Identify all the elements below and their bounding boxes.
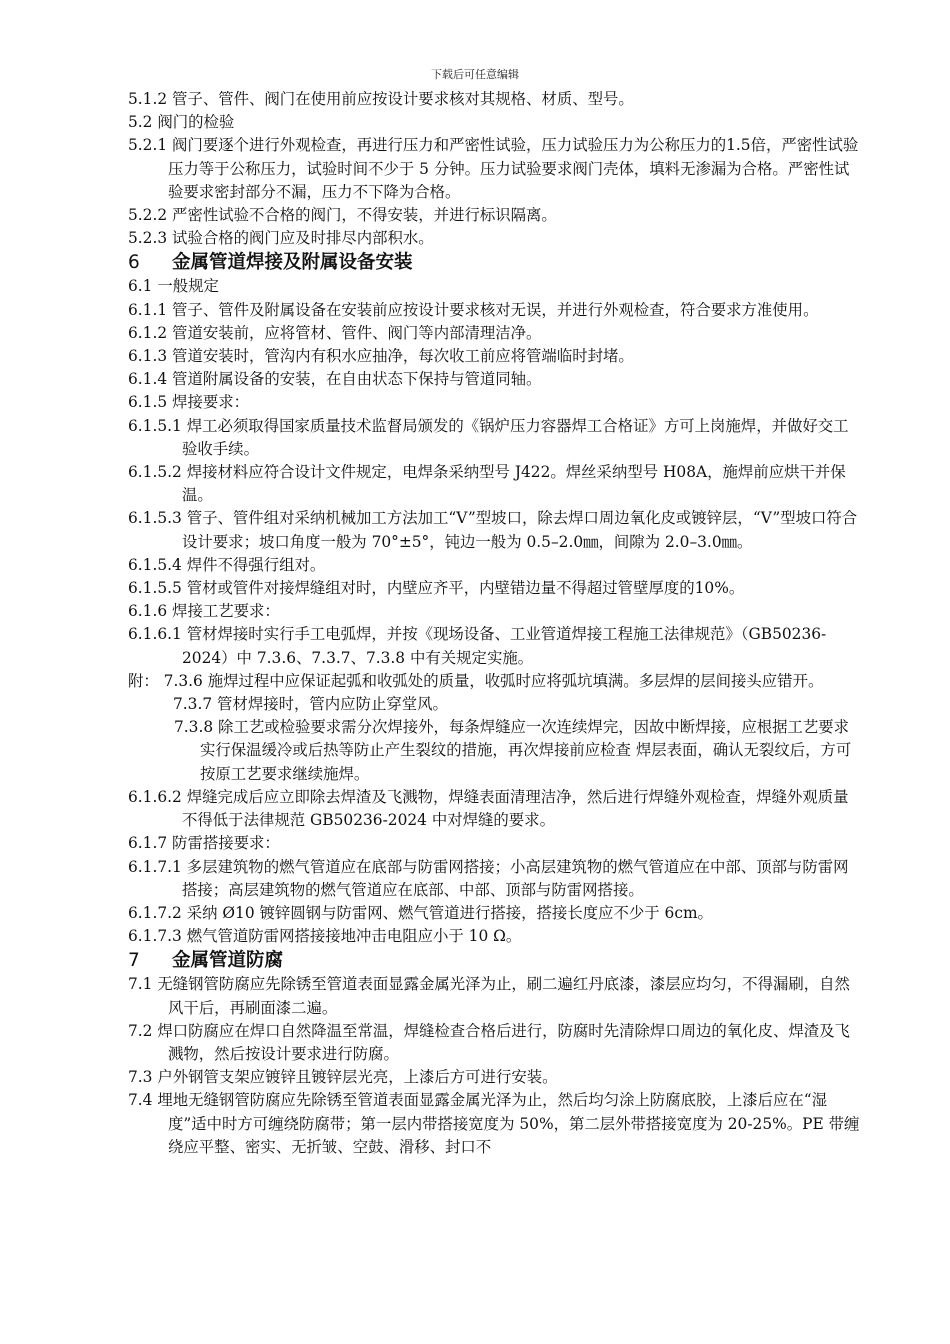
section-heading — [128, 948, 860, 973]
paragraph: 6.1.2 管道安装前，应将管材、管件、阀门等内部清理洁净。 — [128, 323, 542, 342]
paragraph: 5.2.3 试验合格的阀门应及时排尽内部积水。 — [128, 229, 434, 248]
paragraph: 6.1.6 焊接工艺要求： — [128, 602, 280, 621]
paragraph: 7.4 埋地无缝钢管防腐应先除锈至管道表面显露金属光泽为止，然后均匀涂上防腐底胶，上漆后应在“湿度”适中时方可缠绕防腐带；第一层内带搭接宽度为 50%，第二层外带搭接宽度为 20-25%。PE 带缠绕应平整、密实、无折皱、空鼓、滑移、封口不 — [128, 1091, 860, 1156]
paragraph: 5.2 阀门的检验 — [128, 113, 235, 132]
paragraph: 6.1.5.1 焊工必须取得国家质量技术监督局颁发的《锅炉压力容器焊工合格证》方可上岗施焊，并做好交工验收手续。 — [128, 416, 849, 458]
paragraph: 5.2.2 严密性试验不合格的阀门，不得安装，并进行标识隔离。 — [128, 206, 557, 225]
section-number: 6 — [128, 252, 140, 274]
paragraph: 7.2 焊口防腐应在焊口自然降温至常温，焊缝检查合格后进行，防腐时先清除焊口周边的氧化皮、焊渣及飞溅物，然后按设计要求进行防腐。 — [128, 1021, 850, 1063]
paragraph: 7.1 无缝钢管防腐应先除锈至管道表面显露金属光泽为止，刷二遍红丹底漆，漆层应均匀，不得漏刷，自然风干后，再刷面漆二遍。 — [128, 975, 850, 1017]
paragraph: 6.1.5.3 管子、管件组对采纳机械加工方法加工“V”型坡口，除去焊口周边氧化皮或镀锌层，“V”型坡口符合设计要求；坡口角度一般为 70°±5°，钝边一般为 0.5–2.0㎜，间隙为 2.0–3.0㎜。 — [128, 509, 858, 551]
paragraph: 5.2.1 阀门要逐个进行外观检查，再进行压力和严密性试验，压力试验压力为公称压力的1.5倍，严密性试验压力等于公称压力，试验时间不少于 5 分钟。压力试验要求阀门壳体，填料无渗漏为合格。严密性试验要求密封部分不漏，压力不下降为合格。 — [128, 136, 859, 201]
paragraph: 7.3 户外钢管支架应镀锌且镀锌层光亮，上漆后方可进行安装。 — [128, 1068, 558, 1087]
paragraph: 6.1.5 焊接要求： — [128, 393, 250, 412]
paragraph: 5.1.2 管子、管件、阀门在使用前应按设计要求核对其规格、材质、型号。 — [128, 90, 634, 108]
section-number: 7 — [128, 950, 140, 972]
section-title: 金属管道防腐 — [172, 950, 284, 972]
paragraph: 6.1.7.1 多层建筑物的燃气管道应在底部与防雷网搭接；小高层建筑物的燃气管道应在中部、顶部与防雷网搭接；高层建筑物的燃气管道应在底部、中部、顶部与防雷网搭接。 — [128, 857, 849, 899]
paragraph: 附： 7.3.6 施焊过程中应保证起弧和收弧处的质量，收弧时应将弧坑填满。多层焊的层间接头应错开。 — [128, 671, 824, 690]
paragraph: 6.1 一般规定 — [128, 277, 219, 296]
paragraph: 6.1.7 防雷搭接要求： — [128, 834, 280, 853]
section-heading — [128, 250, 860, 275]
paragraph: 6.1.4 管道附属设备的安装，在自由状态下保持与管道同轴。 — [128, 370, 542, 389]
paragraph: 6.1.7.3 燃气管道防雷网搭接接地冲击电阻应小于 10 Ω。 — [128, 927, 522, 946]
paragraph: 7.3.8 除工艺或检验要求需分次焊接外，每条焊缝应一次连续焊完，因故中断焊接，应根据工艺要求实行保温缓冷或后热等防止产生裂纹的措施，再次焊接前应检查 焊层表面，确认无裂纹后，方可按原工艺要求继续施焊。 — [174, 718, 852, 783]
document-body — [128, 88, 860, 1159]
paragraph: 6.1.1 管子、管件及附属设备在安装前应按设计要求核对无误，并进行外观检查，符合要求方准使用。 — [128, 300, 819, 319]
paragraph: 6.1.6.1 管材焊接时实行手工电弧焊，并按《现场设备、工业管道焊接工程施工法律规范》（GB50236-2024）中 7.3.6、7.3.7、7.3.8 中有关规定实施。 — [128, 625, 827, 667]
paragraph: 6.1.5.2 焊接材料应符合设计文件规定，电焊条采纳型号 J422。焊丝采纳型号 H08A，施焊前应烘干并保温。 — [128, 463, 846, 505]
paragraph: 6.1.5.4 焊件不得强行组对。 — [128, 555, 326, 574]
paragraph: 6.1.3 管道安装时，管沟内有积水应抽净，每次收工前应将管端临时封堵。 — [128, 347, 634, 366]
paragraph: 6.1.6.2 焊缝完成后应立即除去焊渣及飞溅物，焊缝表面清理洁净，然后进行焊缝外观检查，焊缝外观质量不得低于法律规范 GB50236-2024 中对焊缝的要求。 — [128, 787, 849, 830]
paragraph: 6.1.7.2 采纳 Ø10 镀锌圆钢与防雷网、燃气管道进行搭接，搭接长度应不少于 6cm。 — [128, 903, 713, 922]
page-header-note: 下载后可任意编辑 — [431, 68, 519, 81]
section-title: 金属管道焊接及附属设备安装 — [172, 252, 413, 274]
paragraph: 7.3.7 管材焊接时，管内应防止穿堂风。 — [173, 695, 448, 714]
paragraph: 6.1.5.5 管材或管件对接焊缝组对时，内壁应齐平，内壁错边量不得超过管壁厚度的10%。 — [128, 579, 745, 598]
